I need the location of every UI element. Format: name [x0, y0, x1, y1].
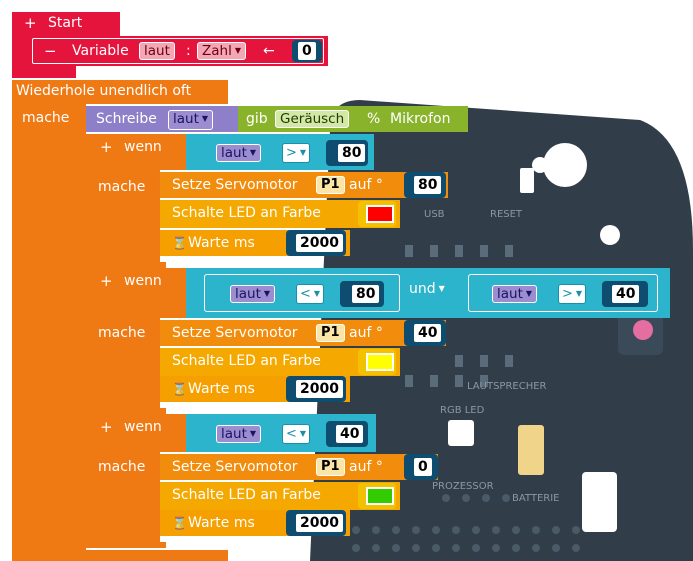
if3-pin-field[interactable]: P1: [316, 458, 345, 476]
variable-colon: :: [186, 43, 191, 59]
if3-auf-label: auf °: [349, 459, 383, 475]
if2-angle-input[interactable]: 40: [412, 322, 443, 344]
variable-minus-icon[interactable]: −: [44, 42, 57, 60]
loop-title: Wiederhole unendlich oft: [16, 83, 192, 99]
sensor-source: Mikrofon: [390, 111, 451, 127]
if2-left-var-dropdown[interactable]: laut ▼: [230, 285, 275, 303]
if1-pin-field[interactable]: P1: [316, 176, 345, 194]
if2-plus-icon[interactable]: +: [100, 272, 113, 290]
if1-servo-label: Setze Servomotor: [172, 177, 298, 193]
if1-led-label: Schalte LED an Farbe: [172, 205, 321, 221]
if2-wait-input[interactable]: 2000: [294, 378, 345, 400]
start-plus-icon[interactable]: +: [24, 14, 37, 32]
variable-name-field[interactable]: laut: [139, 42, 175, 60]
if2-led-label: Schalte LED an Farbe: [172, 353, 321, 369]
if2-pin-field[interactable]: P1: [316, 324, 345, 342]
if3-var-dropdown[interactable]: laut ▼: [216, 425, 261, 443]
if2-wait-label: Warte ms: [188, 381, 255, 397]
if2-wenn-label: wenn: [124, 273, 162, 289]
if2-left-operator-dropdown[interactable]: < ▼: [296, 284, 324, 304]
chevron-down-icon: ▼: [234, 46, 241, 55]
if1-auf-label: auf °: [349, 177, 383, 193]
if1-operator-dropdown[interactable]: > ▼: [282, 143, 310, 163]
if3-led-label: Schalte LED an Farbe: [172, 487, 321, 503]
if1-plus-icon[interactable]: +: [100, 138, 113, 156]
board-speaker-label: LAUTSPRECHER: [467, 381, 547, 392]
if3-color-swatch[interactable]: [366, 487, 394, 505]
if2-right-operator-dropdown[interactable]: > ▼: [558, 284, 586, 304]
if3-do-label: mache: [98, 459, 146, 475]
if3-wenn-label: wenn: [124, 419, 162, 435]
sensor-gib: gib: [246, 111, 268, 127]
if3-value-input[interactable]: 40: [334, 423, 365, 445]
if3-servo-label: Setze Servomotor: [172, 459, 298, 475]
if1-wait-label: Warte ms: [188, 235, 255, 251]
if2-color-swatch[interactable]: [366, 353, 394, 371]
hourglass-icon: ⌛: [172, 516, 187, 530]
sensor-type-field[interactable]: Geräusch: [275, 110, 349, 128]
variable-assign-arrow: ←: [263, 43, 275, 59]
loop-do-label: mache: [22, 110, 70, 126]
board-processor-label: PROZESSOR: [432, 481, 494, 492]
if1-color-swatch[interactable]: [366, 205, 394, 223]
if2-auf-label: auf °: [349, 325, 383, 341]
variable-type-dropdown[interactable]: Zahl ▼: [197, 42, 246, 60]
if2-logic-dropdown[interactable]: und ▼: [409, 281, 445, 297]
if2-left-value-input[interactable]: 80: [350, 283, 381, 305]
board-battery-label: BATTERIE: [512, 493, 560, 504]
if1-wait-input[interactable]: 2000: [294, 232, 345, 254]
board-hole-icon: [543, 143, 587, 187]
start-title: Start: [48, 15, 83, 31]
write-label: Schreibe: [96, 111, 157, 127]
if2-right-var-dropdown[interactable]: laut ▼: [492, 285, 537, 303]
if1-var-dropdown[interactable]: laut ▼: [216, 144, 261, 162]
if2-right-value-input[interactable]: 40: [610, 283, 641, 305]
variable-value-input[interactable]: 0: [296, 40, 318, 62]
if1-do-label: mache: [98, 179, 146, 195]
if1-value-input[interactable]: 80: [336, 142, 367, 164]
board-reset-label: RESET: [490, 209, 523, 220]
if3-angle-input[interactable]: 0: [412, 456, 434, 478]
board-usb-label: USB: [424, 209, 445, 220]
write-var-dropdown[interactable]: laut ▼: [168, 110, 176, 128]
if3-wait-label: Warte ms: [188, 515, 255, 531]
if2-do-label: mache: [98, 325, 146, 341]
if3-plus-icon[interactable]: +: [100, 418, 113, 436]
hourglass-icon: ⌛: [172, 382, 187, 396]
board-rgb-label: RGB LED: [440, 405, 485, 416]
hourglass-icon: ⌛: [172, 236, 187, 250]
if3-wait-input[interactable]: 2000: [294, 512, 345, 534]
if1-angle-input[interactable]: 80: [412, 174, 443, 196]
sensor-percent: %: [367, 111, 381, 127]
variable-keyword: Variable: [72, 43, 129, 59]
if3-operator-dropdown[interactable]: < ▼: [282, 424, 310, 444]
if1-wenn-label: wenn: [124, 139, 162, 155]
if2-servo-label: Setze Servomotor: [172, 325, 298, 341]
